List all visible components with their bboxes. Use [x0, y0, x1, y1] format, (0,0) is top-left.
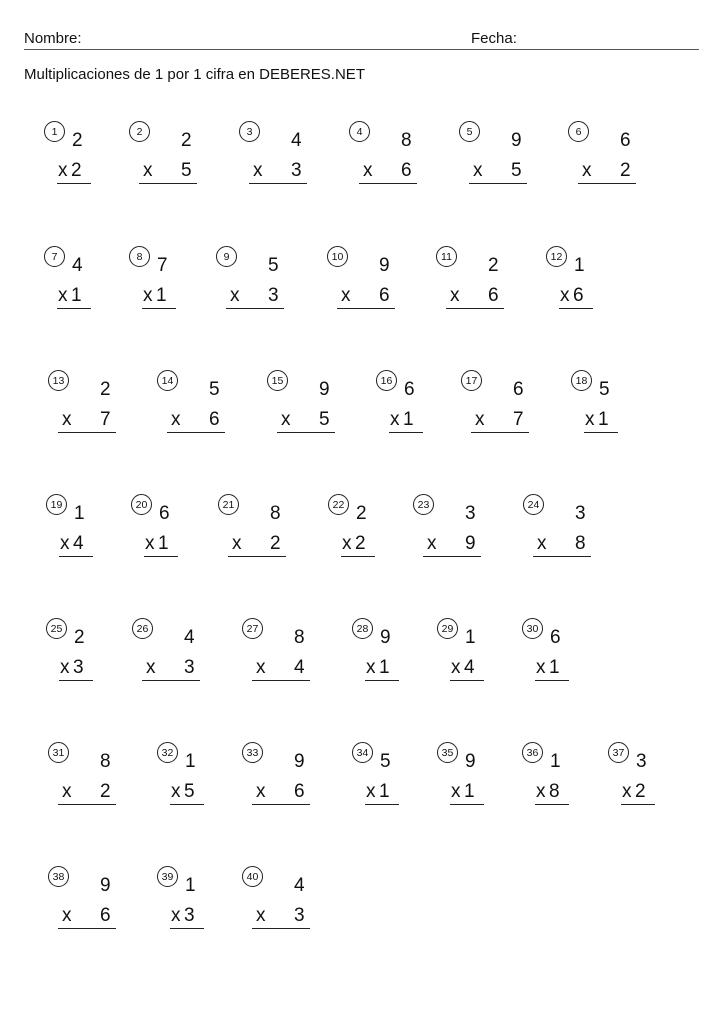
problem-17: [461, 370, 551, 434]
multiplicand: 3: [465, 503, 476, 524]
problem-36: [522, 742, 612, 806]
problem-16: [376, 370, 466, 434]
multiplicand: 6: [159, 503, 170, 524]
problem-number-badge: 13: [48, 370, 69, 391]
multiplier: 1: [549, 657, 560, 678]
problem-number-badge: 9: [216, 246, 237, 267]
answer-line: [578, 183, 636, 184]
multiplicand: 9: [379, 255, 390, 276]
problem-number-badge: 35: [437, 742, 458, 763]
multiply-sign: x: [58, 160, 68, 181]
problem-8: [129, 246, 219, 310]
answer-line: [58, 432, 116, 433]
multiplicand: 6: [620, 130, 631, 151]
multiplier: 1: [598, 409, 609, 430]
problem-number-badge: 19: [46, 494, 67, 515]
problem-5: [459, 121, 549, 185]
answer-line: [621, 804, 655, 805]
multiplicand: 3: [575, 503, 586, 524]
problem-29: [437, 618, 527, 682]
problem-27: [242, 618, 332, 682]
multiply-sign: x: [143, 285, 153, 306]
problem-number-badge: 16: [376, 370, 397, 391]
multiply-sign: x: [560, 285, 570, 306]
answer-line: [341, 556, 375, 557]
problem-number-badge: 23: [413, 494, 434, 515]
multiplier: 1: [158, 533, 169, 554]
multiplicand: 2: [74, 627, 85, 648]
multiplier: 2: [355, 533, 366, 554]
answer-line: [57, 308, 91, 309]
problem-24: [523, 494, 613, 558]
answer-line: [226, 308, 284, 309]
multiplier: 4: [294, 657, 305, 678]
date-label: Fecha:: [471, 30, 517, 47]
problem-3: [239, 121, 329, 185]
answer-line: [584, 432, 618, 433]
problem-30: [522, 618, 612, 682]
multiplicand: 9: [100, 875, 111, 896]
problem-23: [413, 494, 503, 558]
problem-number-badge: 36: [522, 742, 543, 763]
problem-number-badge: 29: [437, 618, 458, 639]
multiplicand: 7: [157, 255, 168, 276]
multiplicand: 5: [380, 751, 391, 772]
multiplier: 9: [465, 533, 476, 554]
answer-line: [139, 183, 197, 184]
multiplicand: 6: [550, 627, 561, 648]
problem-number-badge: 10: [327, 246, 348, 267]
problem-number-badge: 1: [44, 121, 65, 142]
problem-number-badge: 18: [571, 370, 592, 391]
multiplier: 5: [511, 160, 522, 181]
answer-line: [252, 680, 310, 681]
multiply-sign: x: [146, 657, 156, 678]
answer-line: [57, 183, 91, 184]
problem-number-badge: 28: [352, 618, 373, 639]
problem-number-badge: 21: [218, 494, 239, 515]
problem-number-badge: 33: [242, 742, 263, 763]
multiplier: 1: [379, 657, 390, 678]
answer-line: [142, 308, 176, 309]
answer-line: [471, 432, 529, 433]
problem-22: [328, 494, 418, 558]
problem-number-badge: 31: [48, 742, 69, 763]
multiply-sign: x: [342, 533, 352, 554]
multiply-sign: x: [341, 285, 351, 306]
problem-40: [242, 866, 332, 930]
problem-38: [48, 866, 138, 930]
answer-line: [249, 183, 307, 184]
multiply-sign: x: [60, 657, 70, 678]
multiplicand: 1: [465, 627, 476, 648]
answer-line: [365, 680, 399, 681]
multiply-sign: x: [622, 781, 632, 802]
name-label: Nombre:: [24, 30, 82, 47]
multiply-sign: x: [62, 905, 72, 926]
multiplicand: 9: [380, 627, 391, 648]
multiply-sign: x: [256, 657, 266, 678]
problem-20: [131, 494, 221, 558]
problem-37: [608, 742, 698, 806]
multiplicand: 9: [511, 130, 522, 151]
multiply-sign: x: [475, 409, 485, 430]
multiplier: 8: [575, 533, 586, 554]
multiply-sign: x: [62, 781, 72, 802]
problem-33: [242, 742, 332, 806]
multiplier: 6: [294, 781, 305, 802]
problem-number-badge: 11: [436, 246, 457, 267]
multiplier: 3: [184, 657, 195, 678]
multiply-sign: x: [537, 533, 547, 554]
multiplicand: 8: [270, 503, 281, 524]
multiplier: 6: [401, 160, 412, 181]
answer-line: [58, 804, 116, 805]
multiplicand: 1: [550, 751, 561, 772]
multiply-sign: x: [62, 409, 72, 430]
problem-34: [352, 742, 442, 806]
problem-number-badge: 3: [239, 121, 260, 142]
multiply-sign: x: [253, 160, 263, 181]
multiplicand: 5: [268, 255, 279, 276]
answer-line: [167, 432, 225, 433]
problem-19: [46, 494, 136, 558]
multiplicand: 8: [401, 130, 412, 151]
multiplier: 3: [184, 905, 195, 926]
problem-15: [267, 370, 357, 434]
multiplier: 2: [620, 160, 631, 181]
problem-number-badge: 32: [157, 742, 178, 763]
problem-32: [157, 742, 247, 806]
multiplier: 3: [291, 160, 302, 181]
multiplier: 2: [270, 533, 281, 554]
answer-line: [59, 556, 93, 557]
multiplicand: 2: [100, 379, 111, 400]
problem-number-badge: 8: [129, 246, 150, 267]
answer-line: [533, 556, 591, 557]
answer-line: [535, 680, 569, 681]
multiplier: 6: [209, 409, 220, 430]
answer-line: [446, 308, 504, 309]
multiplier: 5: [181, 160, 192, 181]
problem-number-badge: 17: [461, 370, 482, 391]
answer-line: [389, 432, 423, 433]
answer-line: [469, 183, 527, 184]
answer-line: [170, 804, 204, 805]
problem-number-badge: 22: [328, 494, 349, 515]
multiply-sign: x: [145, 533, 155, 554]
multiply-sign: x: [256, 905, 266, 926]
multiplicand: 4: [184, 627, 195, 648]
multiplier: 3: [73, 657, 84, 678]
multiply-sign: x: [536, 781, 546, 802]
answer-line: [450, 804, 484, 805]
problem-number-badge: 15: [267, 370, 288, 391]
multiplier: 1: [379, 781, 390, 802]
multiplier: 8: [549, 781, 560, 802]
multiplier: 5: [319, 409, 330, 430]
problem-35: [437, 742, 527, 806]
multiply-sign: x: [171, 409, 181, 430]
problem-7: [44, 246, 134, 310]
problem-31: [48, 742, 138, 806]
problem-number-badge: 37: [608, 742, 629, 763]
problem-10: [327, 246, 417, 310]
multiplicand: 4: [72, 255, 83, 276]
problem-21: [218, 494, 308, 558]
answer-line: [359, 183, 417, 184]
problem-25: [46, 618, 136, 682]
problem-number-badge: 12: [546, 246, 567, 267]
problem-6: [568, 121, 658, 185]
problem-number-badge: 6: [568, 121, 589, 142]
multiplicand: 9: [319, 379, 330, 400]
answer-line: [144, 556, 178, 557]
multiplier: 6: [100, 905, 111, 926]
multiplicand: 4: [294, 875, 305, 896]
multiplicand: 2: [488, 255, 499, 276]
problem-12: [546, 246, 636, 310]
multiply-sign: x: [582, 160, 592, 181]
problem-number-badge: 5: [459, 121, 480, 142]
problem-number-badge: 39: [157, 866, 178, 887]
problem-number-badge: 25: [46, 618, 67, 639]
multiplicand: 1: [185, 875, 196, 896]
multiplier: 6: [573, 285, 584, 306]
multiply-sign: x: [171, 905, 181, 926]
multiplier: 6: [488, 285, 499, 306]
multiplicand: 4: [291, 130, 302, 151]
problem-number-badge: 40: [242, 866, 263, 887]
answer-line: [252, 928, 310, 929]
multiplicand: 9: [294, 751, 305, 772]
multiply-sign: x: [281, 409, 291, 430]
problem-number-badge: 30: [522, 618, 543, 639]
multiplicand: 8: [294, 627, 305, 648]
multiply-sign: x: [363, 160, 373, 181]
multiplier: 1: [71, 285, 82, 306]
problem-number-badge: 38: [48, 866, 69, 887]
answer-line: [170, 928, 204, 929]
multiplicand: 9: [465, 751, 476, 772]
multiplier: 2: [635, 781, 646, 802]
problem-9: [216, 246, 306, 310]
multiplier: 2: [71, 160, 82, 181]
multiplicand: 2: [72, 130, 83, 151]
multiplier: 7: [100, 409, 111, 430]
answer-line: [252, 804, 310, 805]
multiply-sign: x: [58, 285, 68, 306]
answer-line: [58, 928, 116, 929]
multiply-sign: x: [585, 409, 595, 430]
answer-line: [450, 680, 484, 681]
multiply-sign: x: [143, 160, 153, 181]
answer-line: [277, 432, 335, 433]
answer-line: [535, 804, 569, 805]
multiplier: 6: [379, 285, 390, 306]
problem-39: [157, 866, 247, 930]
problem-number-badge: 24: [523, 494, 544, 515]
problem-1: [44, 121, 134, 185]
problem-18: [571, 370, 661, 434]
multiplicand: 1: [574, 255, 585, 276]
multiply-sign: x: [451, 657, 461, 678]
multiply-sign: x: [60, 533, 70, 554]
multiply-sign: x: [451, 781, 461, 802]
problem-number-badge: 26: [132, 618, 153, 639]
answer-line: [59, 680, 93, 681]
problem-26: [132, 618, 222, 682]
multiply-sign: x: [390, 409, 400, 430]
problem-28: [352, 618, 442, 682]
multiply-sign: x: [536, 657, 546, 678]
problem-13: [48, 370, 138, 434]
multiplicand: 1: [74, 503, 85, 524]
answer-line: [142, 680, 200, 681]
problem-number-badge: 2: [129, 121, 150, 142]
multiply-sign: x: [366, 657, 376, 678]
multiplier: 5: [184, 781, 195, 802]
problem-4: [349, 121, 439, 185]
problem-number-badge: 34: [352, 742, 373, 763]
multiply-sign: x: [230, 285, 240, 306]
multiplier: 7: [513, 409, 524, 430]
multiplicand: 2: [356, 503, 367, 524]
answer-line: [423, 556, 481, 557]
multiplicand: 6: [404, 379, 415, 400]
multiplier: 1: [464, 781, 475, 802]
multiplicand: 8: [100, 751, 111, 772]
multiplicand: 3: [636, 751, 647, 772]
multiply-sign: x: [366, 781, 376, 802]
multiplier: 4: [464, 657, 475, 678]
multiplier: 2: [100, 781, 111, 802]
multiply-sign: x: [427, 533, 437, 554]
multiplier: 3: [294, 905, 305, 926]
problem-number-badge: 7: [44, 246, 65, 267]
header-underline: [24, 49, 699, 50]
answer-line: [365, 804, 399, 805]
multiplier: 1: [156, 285, 167, 306]
multiplicand: 1: [185, 751, 196, 772]
multiply-sign: x: [171, 781, 181, 802]
problem-number-badge: 4: [349, 121, 370, 142]
problem-number-badge: 20: [131, 494, 152, 515]
multiplicand: 6: [513, 379, 524, 400]
answer-line: [228, 556, 286, 557]
worksheet-title: Multiplicaciones de 1 por 1 cifra en DEBERES.NET: [24, 66, 365, 83]
multiply-sign: x: [256, 781, 266, 802]
problem-2: [129, 121, 219, 185]
multiplicand: 5: [599, 379, 610, 400]
multiplier: 3: [268, 285, 279, 306]
multiplicand: 2: [181, 130, 192, 151]
problem-number-badge: 14: [157, 370, 178, 391]
multiply-sign: x: [450, 285, 460, 306]
multiplier: 1: [403, 409, 414, 430]
multiplicand: 5: [209, 379, 220, 400]
problem-number-badge: 27: [242, 618, 263, 639]
answer-line: [559, 308, 593, 309]
problem-14: [157, 370, 247, 434]
multiply-sign: x: [473, 160, 483, 181]
multiplier: 4: [73, 533, 84, 554]
answer-line: [337, 308, 395, 309]
multiply-sign: x: [232, 533, 242, 554]
problem-11: [436, 246, 526, 310]
